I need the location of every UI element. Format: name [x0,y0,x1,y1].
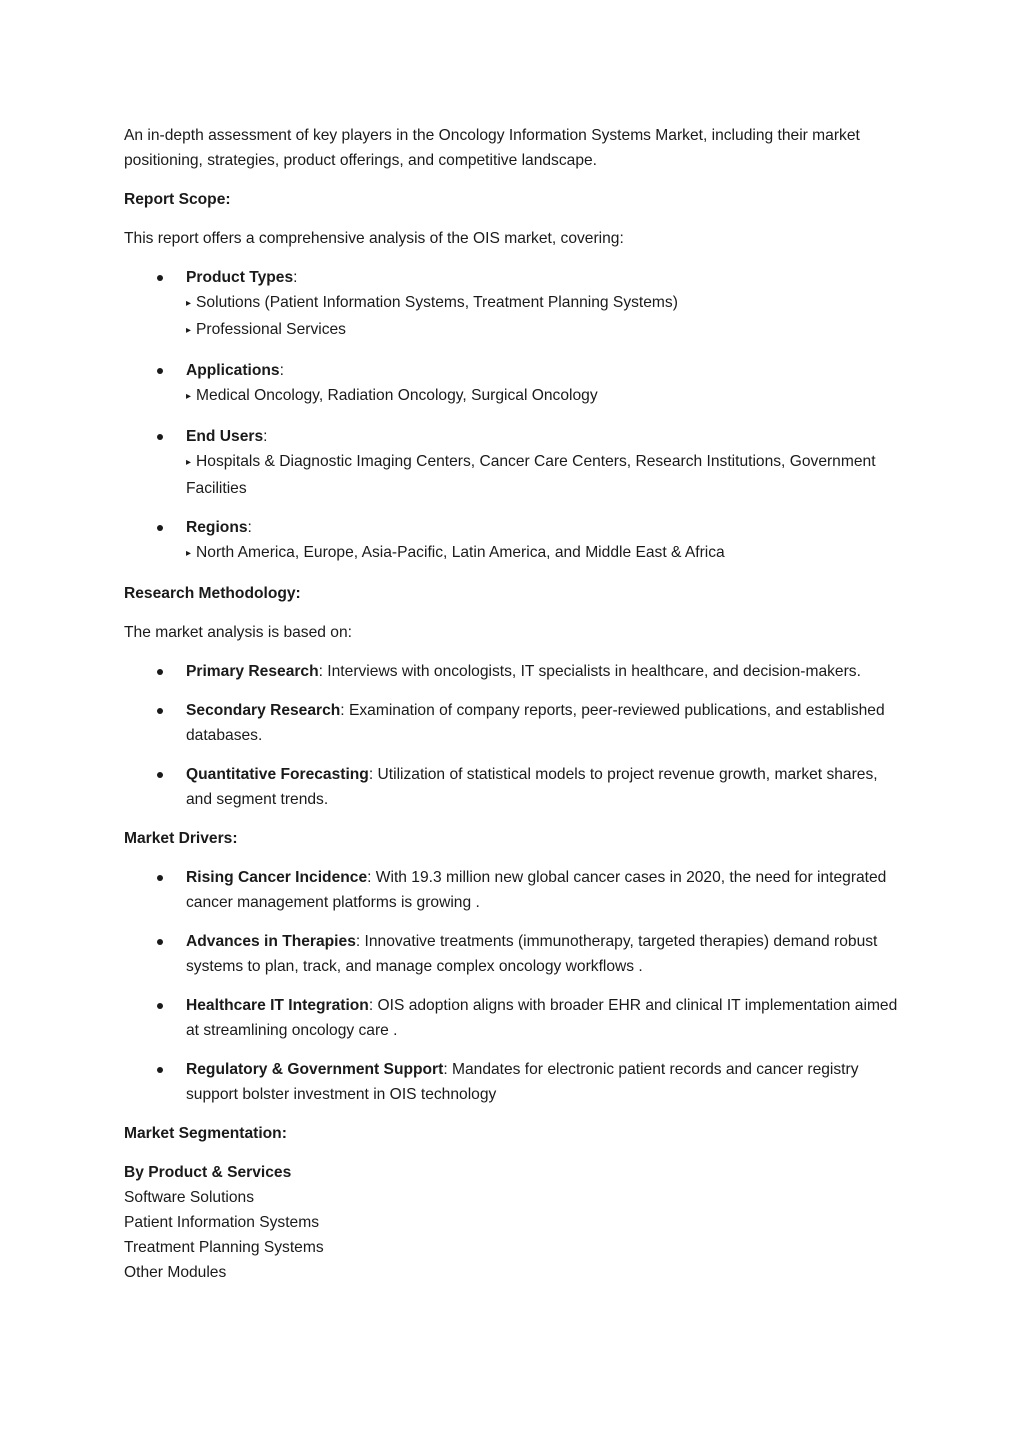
list-item [124,865,904,915]
bullet-icon [157,1003,163,1009]
document-page [124,123,904,1285]
report-scope-heading: Report Scope: [124,191,231,208]
list-item [124,424,904,501]
bullet-icon [157,669,163,675]
list-item [124,1057,904,1107]
list-item [124,698,904,748]
bullet-icon [157,772,163,778]
list-item-term: Advances in Therapies [186,933,356,950]
list-item-separator: : [279,362,284,379]
list-item-term: Regulatory & Government Support [186,1061,444,1078]
list-item-term: Quantitative Forecasting [186,766,369,783]
list-item [124,358,904,410]
bullet-icon [157,368,163,374]
list-item-term: Primary Research [186,663,319,680]
triangle-bullet-icon: ▸ [186,298,192,309]
segmentation-line: Other Modules [124,1264,227,1281]
list-item [124,659,904,684]
list-item-term: Regions [186,519,248,536]
drivers-heading: Market Drivers: [124,830,238,847]
methodology-list [124,659,904,812]
bullet-icon [157,939,163,945]
sub-item [186,540,904,567]
methodology-heading: Research Methodology: [124,585,301,602]
list-item-term: Healthcare IT Integration [186,997,369,1014]
list-item-term: Product Types [186,269,294,286]
sub-item [186,317,904,344]
methodology-lead: The market analysis is based on: [124,624,352,641]
segmentation-line: Treatment Planning Systems [124,1239,324,1256]
bullet-icon [157,525,163,531]
list-item-text: : Interviews with oncologists, IT specialists in healthcare, and decision-makers. [318,663,861,680]
list-item [124,265,904,344]
sub-item-text: Solutions (Patient Information Systems, Treatment Planning Systems) [196,294,678,311]
list-item-term: Rising Cancer Incidence [186,869,368,886]
list-item-text: : Innovative treatments (immunotherapy, targeted therapies) demand robust systems to plan, track, and manage complex oncology workflows . [186,933,878,975]
sub-item-text: Professional Services [196,321,346,338]
triangle-bullet-icon: ▸ [186,391,192,402]
intro-paragraph: An in-depth assessment of key players in the Oncology Information Systems Market, including their market positioning, strategies, product offerings, and competitive landscape. [124,127,860,169]
report-scope-list [124,265,904,567]
list-item [124,993,904,1043]
triangle-bullet-icon: ▸ [186,325,192,336]
list-item-separator: : [263,428,268,445]
sub-item [186,290,904,317]
list-item-text: : With 19.3 million new global cancer cases in 2020, the need for integrated cancer management platforms is growing . [186,869,887,911]
sub-item [186,383,904,410]
segmentation-line: Patient Information Systems [124,1214,320,1231]
bullet-icon [157,434,163,440]
list-item-term: Applications [186,362,280,379]
sub-item-text: North America, Europe, Asia-Pacific, Latin America, and Middle East & Africa [196,544,725,561]
bullet-icon [157,1067,163,1073]
list-item [124,515,904,567]
segmentation-heading: Market Segmentation: [124,1125,287,1142]
segmentation-block [124,1160,904,1285]
list-item [124,762,904,812]
drivers-list [124,865,904,1107]
list-item-text: : Mandates for electronic patient records and cancer registry support bolster investment in OIS technology [186,1061,859,1103]
segmentation-line: Software Solutions [124,1189,255,1206]
bullet-icon [157,275,163,281]
list-item-term: Secondary Research [186,702,341,719]
list-item-separator: : [247,519,252,536]
list-item-text: : Utilization of statistical models to project revenue growth, market shares, and segment trends. [186,766,878,808]
report-scope-lead: This report offers a comprehensive analysis of the OIS market, covering: [124,230,624,247]
triangle-bullet-icon: ▸ [186,548,192,559]
list-item-separator: : [293,269,298,286]
triangle-bullet-icon: ▸ [186,457,192,468]
sub-item-text: Hospitals & Diagnostic Imaging Centers, Cancer Care Centers, Research Institutions, Government Facilities [186,453,876,497]
list-item-text: : Examination of company reports, peer-reviewed publications, and established databases. [186,702,885,744]
list-item-term: End Users [186,428,264,445]
sub-item [186,449,904,501]
bullet-icon [157,708,163,714]
list-item-text: : OIS adoption aligns with broader EHR and clinical IT implementation aimed at streamlining oncology care . [186,997,898,1039]
list-item [124,929,904,979]
segmentation-subheading: By Product & Services [124,1164,292,1181]
bullet-icon [157,875,163,881]
sub-item-text: Medical Oncology, Radiation Oncology, Surgical Oncology [196,387,598,404]
